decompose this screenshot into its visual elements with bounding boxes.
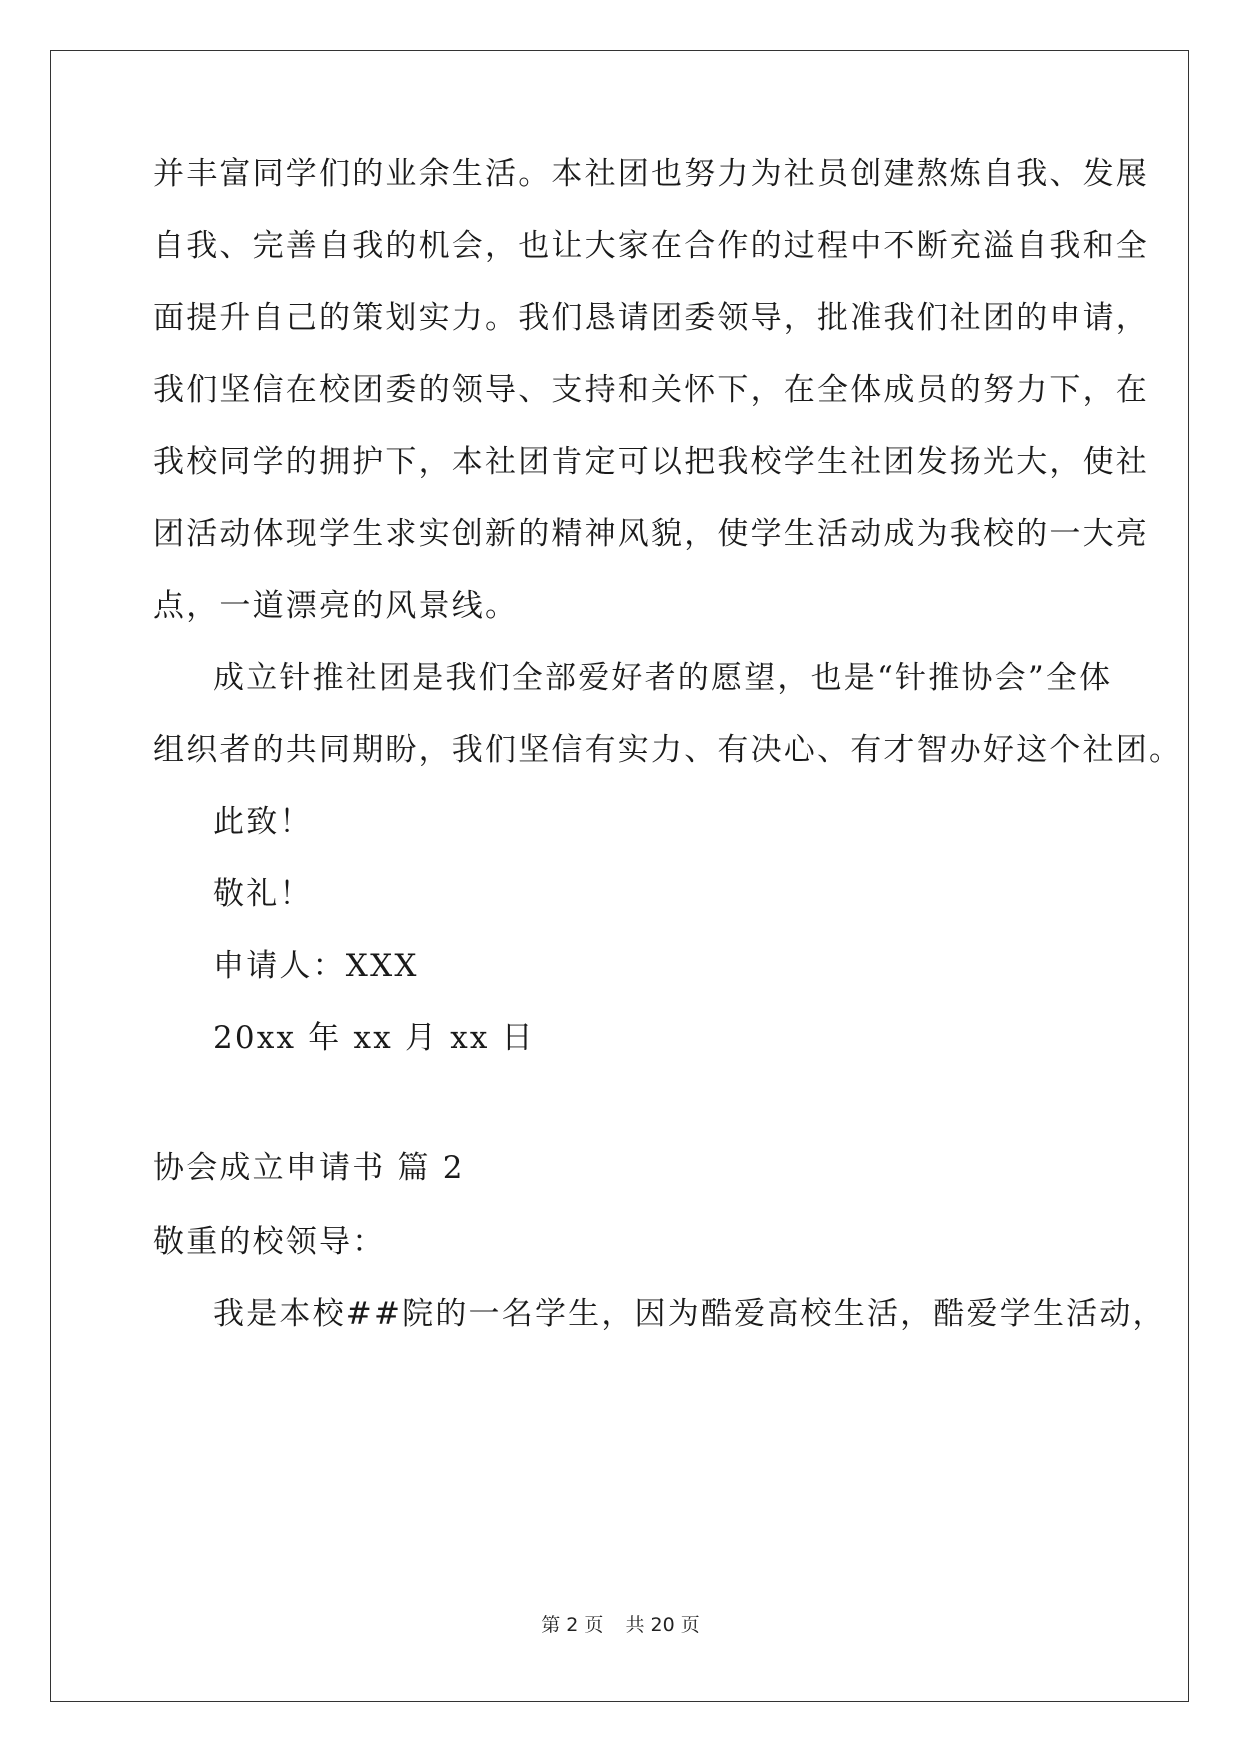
body-line: 面提升自己的策划实力。我们恳请团委领导，批准我们社团的申请， [153, 300, 1149, 336]
closing-salutation: 此致！ [213, 804, 313, 840]
page-total: 共 20 页 [625, 1614, 700, 1636]
page-footer [0, 1613, 1241, 1637]
body-line: 我是本校##院的一名学生，因为酷爱高校生活，酷爱学生活动， [213, 1296, 1166, 1332]
body-line: 组织者的共同期盼，我们坚信有实力、有决心、有才智办好这个社团。 [153, 732, 1183, 768]
applicant-line: 申请人：XXX [213, 948, 419, 984]
body-line: 团活动体现学生求实创新的精神风貌，使学生活动成为我校的一大亮 [153, 516, 1149, 552]
body-line: 并丰富同学们的业余生活。本社团也努力为社员创建熬炼自我、发展 [153, 156, 1149, 192]
body-line: 点，一道漂亮的风景线。 [153, 588, 519, 624]
body-line: 成立针推社团是我们全部爱好者的愿望，也是“针推协会”全体 [213, 660, 1113, 696]
body-line: 我校同学的拥护下，本社团肯定可以把我校学生社团发扬光大，使社 [153, 444, 1149, 480]
body-line: 自我、完善自我的机会，也让大家在合作的过程中不断充溢自我和全 [153, 228, 1149, 264]
date-line: 20xx 年 xx 月 xx 日 [213, 1020, 535, 1056]
closing-regards: 敬礼！ [213, 876, 313, 912]
section-heading: 协会成立申请书 篇 2 [153, 1150, 465, 1186]
body-line: 我们坚信在校团委的领导、支持和关怀下，在全体成员的努力下，在 [153, 372, 1149, 408]
greeting-line: 敬重的校领导： [153, 1224, 386, 1260]
page-number: 第 2 页 [541, 1614, 604, 1636]
